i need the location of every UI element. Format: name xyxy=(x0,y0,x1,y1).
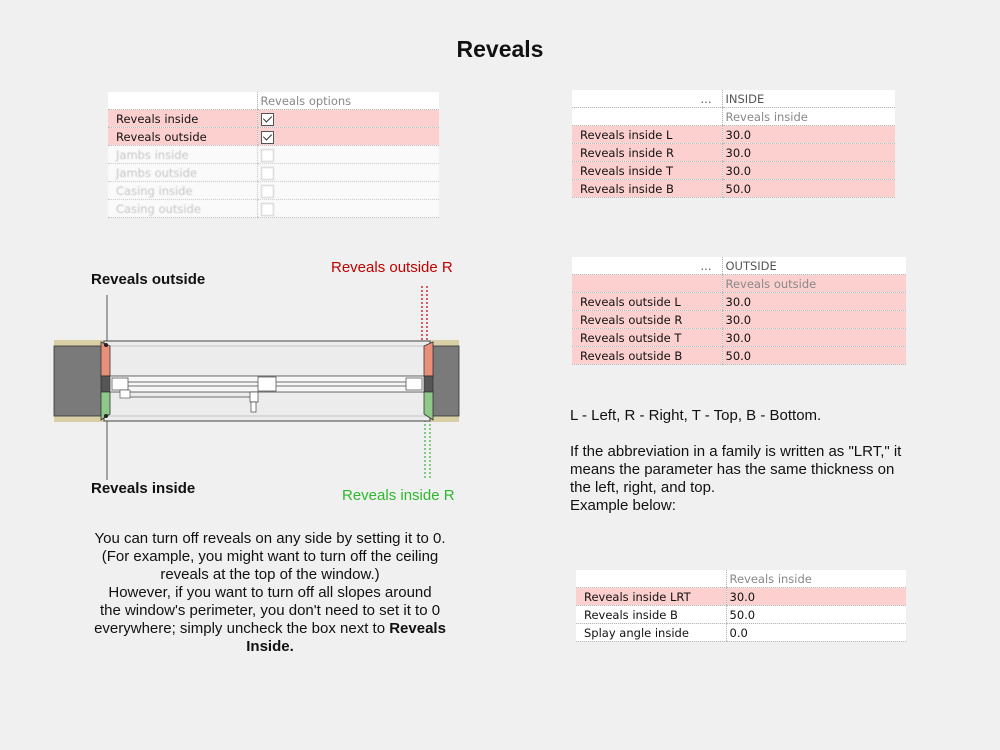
outside-group: Reveals outside xyxy=(722,275,906,293)
bold-term: Inside. xyxy=(246,638,294,655)
param-label: Reveals inside T xyxy=(572,162,722,180)
reveals-inside-checkbox[interactable] xyxy=(261,113,274,126)
option-label: Reveals inside xyxy=(108,110,257,128)
jambs-outside-checkbox[interactable] xyxy=(261,167,274,180)
text-line: the left, right, and top. xyxy=(570,479,716,496)
column-dots: ... xyxy=(572,257,722,275)
casing-inside-checkbox[interactable] xyxy=(261,185,274,198)
option-label: Casing inside xyxy=(108,182,257,200)
option-label: Jambs inside xyxy=(108,146,257,164)
wall-left-core xyxy=(54,346,104,416)
example-params-table xyxy=(576,570,906,642)
option-label: Jambs outside xyxy=(108,164,257,182)
text-line: means the parameter has the same thickness on xyxy=(570,461,895,478)
label-reveals-outside: Reveals outside xyxy=(91,271,206,288)
param-label: Reveals outside R xyxy=(572,311,722,329)
param-value[interactable]: 50.0 xyxy=(722,347,906,365)
group-spacer xyxy=(572,108,722,126)
option-label: Reveals outside xyxy=(108,128,257,146)
param-label: Reveals outside T xyxy=(572,329,722,347)
reveal-outside-left xyxy=(101,342,110,376)
reveals-outside-checkbox[interactable] xyxy=(261,131,274,144)
label-reveals-inside-r: Reveals inside R xyxy=(342,487,455,504)
wall-right-core xyxy=(430,346,459,416)
param-value[interactable]: 0.0 xyxy=(726,624,906,642)
param-label: Reveals inside B xyxy=(572,180,722,198)
example-group: Reveals inside xyxy=(726,570,906,588)
param-value[interactable]: 30.0 xyxy=(722,293,906,311)
param-value[interactable]: 30.0 xyxy=(726,588,906,606)
text-line: You can turn off reveals on any side by setting it to 0. xyxy=(94,530,446,547)
inside-params-table xyxy=(572,90,895,198)
text-line: everywhere; simply uncheck the box next to xyxy=(94,620,386,637)
group-spacer xyxy=(576,570,726,588)
param-label: Reveals inside B xyxy=(576,606,726,624)
bold-term: Reveals xyxy=(389,620,446,637)
jambs-inside-checkbox[interactable] xyxy=(261,149,274,162)
param-label: Reveals outside L xyxy=(572,293,722,311)
param-value[interactable]: 50.0 xyxy=(726,606,906,624)
text-line: the window's perimeter, you don't need to set it to 0 xyxy=(99,602,441,619)
label-reveals-inside: Reveals inside xyxy=(91,480,196,497)
page-title: Reveals xyxy=(456,36,544,62)
param-label: Splay angle inside xyxy=(576,624,726,642)
sash-left xyxy=(120,390,130,398)
inside-group: Reveals inside xyxy=(722,108,895,126)
frame-left xyxy=(101,376,110,392)
param-value[interactable]: 30.0 xyxy=(722,162,895,180)
right-explanation xyxy=(570,443,950,515)
text-line: If the abbreviation in a family is written as "LRT," it xyxy=(570,443,902,460)
param-value[interactable]: 30.0 xyxy=(722,329,906,347)
casing-outside-checkbox[interactable] xyxy=(261,203,274,216)
param-label: Reveals inside LRT xyxy=(576,588,726,606)
outside-header: OUTSIDE xyxy=(722,257,906,275)
abbreviation-legend: L - Left, R - Right, T - Top, B - Bottom. xyxy=(570,407,822,424)
header-spacer xyxy=(108,92,257,110)
param-value[interactable]: 30.0 xyxy=(722,126,895,144)
option-label: Casing outside xyxy=(108,200,257,218)
options-header: Reveals options xyxy=(257,92,439,110)
reveals-options-table xyxy=(108,92,439,218)
param-label: Reveals inside R xyxy=(572,144,722,162)
inside-header: INSIDE xyxy=(722,90,895,108)
param-label: Reveals outside B xyxy=(572,347,722,365)
param-value[interactable]: 50.0 xyxy=(722,180,895,198)
handle-icon xyxy=(250,392,258,402)
text-line: (For example, you might want to turn off the ceiling xyxy=(101,548,439,565)
label-reveals-outside-r: Reveals outside R xyxy=(331,259,453,276)
outside-params-table xyxy=(572,257,906,365)
reveal-outside-right xyxy=(424,342,433,376)
column-dots: ... xyxy=(572,90,722,108)
param-label: Reveals inside L xyxy=(572,126,722,144)
text-line: Example below: xyxy=(570,497,676,514)
left-explanation xyxy=(70,530,470,656)
param-value[interactable]: 30.0 xyxy=(722,144,895,162)
text-line: However, if you want to turn off all slopes around xyxy=(108,584,432,601)
group-spacer xyxy=(572,275,722,293)
text-line: reveals at the top of the window.) xyxy=(160,566,380,583)
frame-right xyxy=(424,376,433,392)
param-value[interactable]: 30.0 xyxy=(722,311,906,329)
window-section-diagram xyxy=(50,280,465,480)
